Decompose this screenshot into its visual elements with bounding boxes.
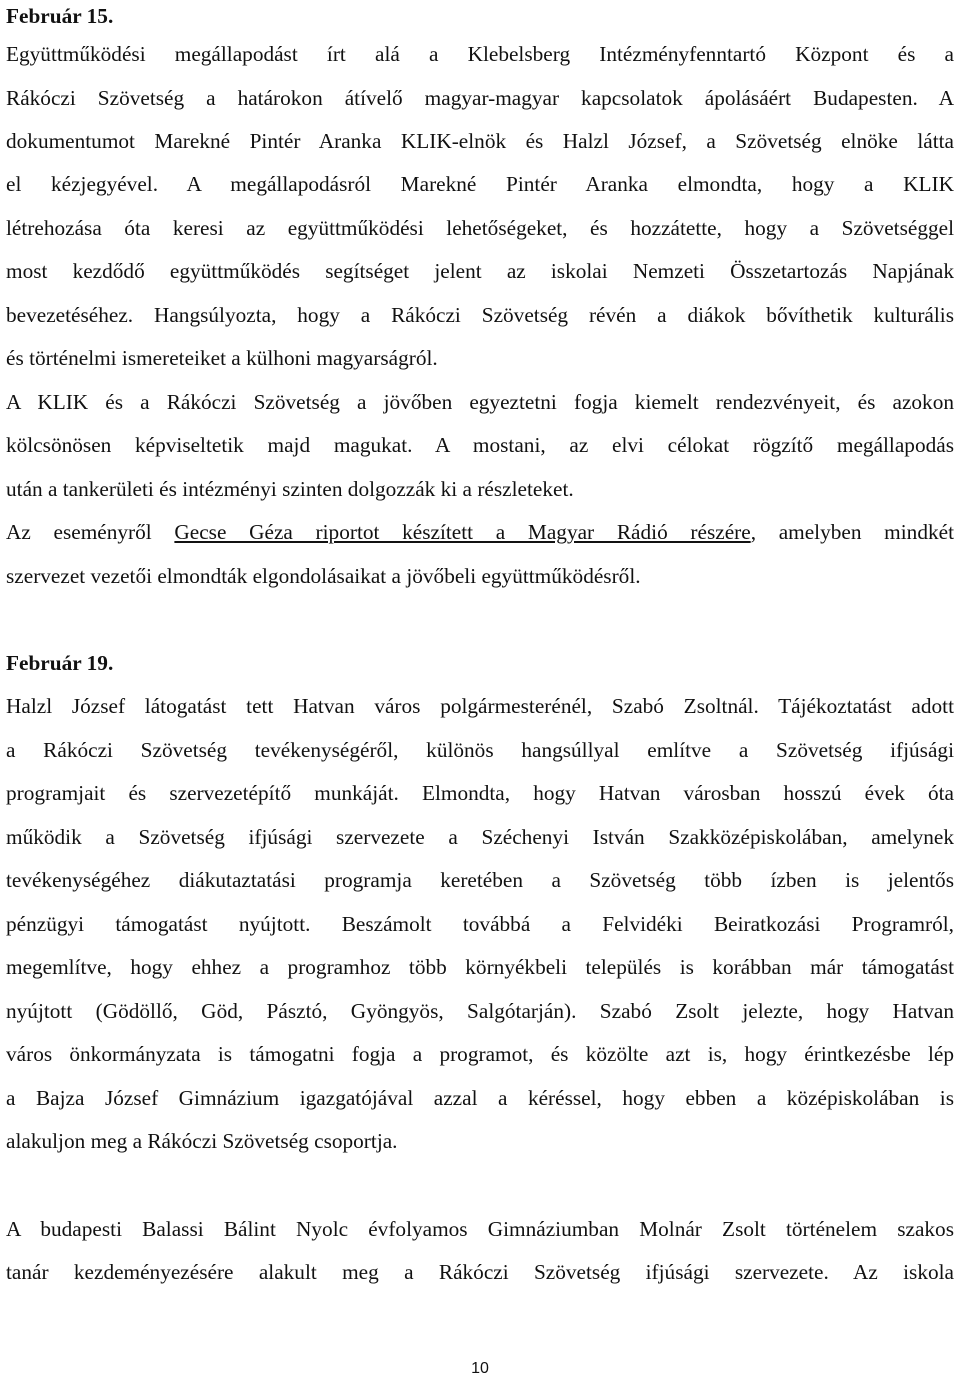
paragraph-line: város önkormányzata is támogatni fogja a programot, és közölte azt is, hogy érintkezésbe lép	[6, 1042, 954, 1066]
section-heading-feb19: Február 19.	[6, 651, 114, 675]
radio-report-link[interactable]: Gecse Géza riportot készített a Magyar Rádió részére	[174, 520, 751, 544]
paragraph-line: szervezet vezetői elmondták elgondolásaikat a jövőbeli együttműködésről.	[6, 564, 641, 588]
paragraph-line: most kezdődő együttműködés segítséget jelent az iskolai Nemzeti Összetartozás Napjának	[6, 259, 954, 283]
section-heading-feb15: Február 15.	[6, 4, 114, 28]
paragraph-line: pénzügyi támogatást nyújtott. Beszámolt továbbá a Felvidéki Beiratkozási Programról,	[6, 912, 954, 936]
paragraph-line: el kézjegyével. A megállapodásról Marekné Pintér Aranka elmondta, hogy a KLIK	[6, 172, 954, 196]
line-text: , amelyben mindkét	[750, 520, 954, 544]
paragraph-line: tanár kezdeményezésére alakult meg a Rákóczi Szövetség ifjúsági szervezete. Az iskola	[6, 1260, 954, 1284]
paragraph-line: alakuljon meg a Rákóczi Szövetség csoportja.	[6, 1129, 398, 1153]
line-text: Az eseményről	[6, 520, 175, 544]
paragraph-line: Halzl József látogatást tett Hatvan város polgármesterénél, Szabó Zsoltnál. Tájékoztatást adott	[6, 694, 954, 718]
paragraph-line: a Rákóczi Szövetség tevékenységéről, különös hangsúllyal említve a Szövetség ifjúsági	[6, 738, 954, 762]
paragraph-line: után a tankerületi és intézményi szinten dolgozzák ki a részleteket.	[6, 477, 574, 501]
paragraph-line: kölcsönösen képviseltetik majd magukat. A mostani, az elvi célokat rögzítő megállapodás	[6, 433, 954, 457]
paragraph-line-with-link	[6, 518, 954, 546]
paragraph-line: és történelmi ismereteiket a külhoni magyarságról.	[6, 346, 438, 370]
paragraph-line: programjait és szervezetépítő munkáját. Elmondta, hogy Hatvan városban hosszú évek óta	[6, 781, 954, 805]
paragraph-line: működik a Szövetség ifjúsági szervezete a Széchenyi István Szakközépiskolában, amelynek	[6, 825, 954, 849]
paragraph-line: Rákóczi Szövetség a határokon átívelő magyar-magyar kapcsolatok ápolásáért Budapesten. A	[6, 86, 954, 110]
paragraph-line: tevékenységéhez diákutaztatási programja keretében a Szövetség több ízben is jelentős	[6, 868, 954, 892]
paragraph-line: nyújtott (Gödöllő, Göd, Pásztó, Gyöngyös, Salgótarján). Szabó Zsolt jelezte, hogy Hatvan	[6, 999, 954, 1023]
paragraph-line: Együttműködési megállapodást írt alá a Klebelsberg Intézményfenntartó Központ és a	[6, 42, 954, 66]
paragraph-line: A budapesti Balassi Bálint Nyolc évfolyamos Gimnáziumban Molnár Zsolt történelem szakos	[6, 1217, 954, 1241]
paragraph-line: a Bajza József Gimnázium igazgatójával azzal a kéréssel, hogy ebben a középiskolában is	[6, 1086, 954, 1110]
paragraph-line: dokumentumot Marekné Pintér Aranka KLIK-elnök és Halzl József, a Szövetség elnöke látta	[6, 129, 954, 153]
paragraph-line: létrehozása óta keresi az együttműködési lehetőségeket, és hozzátette, hogy a Szövetséggel	[6, 216, 954, 240]
paragraph-line: bevezetéséhez. Hangsúlyozta, hogy a Rákóczi Szövetség révén a diákok bővíthetik kulturális	[6, 303, 954, 327]
paragraph-line: A KLIK és a Rákóczi Szövetség a jövőben egyeztetni fogja kiemelt rendezvényeit, és azokon	[6, 390, 954, 414]
paragraph-line: megemlítve, hogy ehhez a programhoz több környékbeli település is korábban már támogatást	[6, 955, 954, 979]
page-number: 10	[471, 1360, 489, 1377]
